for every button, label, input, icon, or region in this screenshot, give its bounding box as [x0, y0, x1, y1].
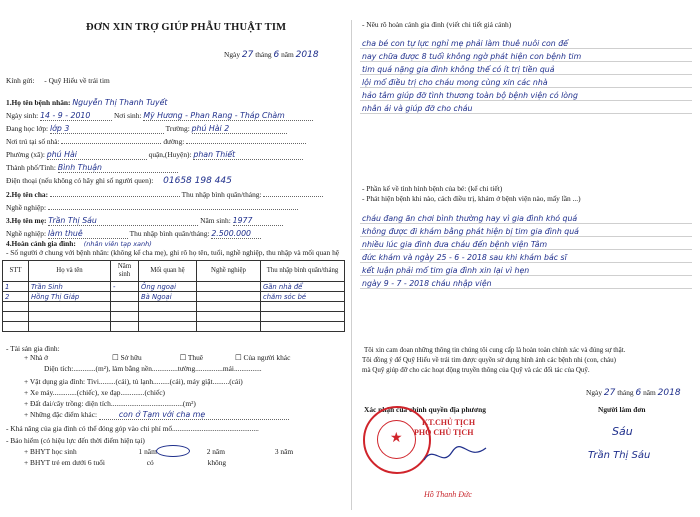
header-income: Thu nhập bình quân/tháng: [261, 261, 345, 282]
medical-history-line: ngày 9 - 7 - 2018 cháu nhập viện: [362, 279, 492, 288]
housing-row: + Nhà ở ☐ Sở hữu ☐ Thuê ☐ Của người khác: [24, 353, 291, 362]
table-header-row: [3, 261, 345, 282]
contribution-row: - Khả năng của gia đình có thể đóng góp vào chi phí mổ...............................................: [6, 424, 259, 433]
signature-date: Ngày 27 tháng 6 năm 2018: [586, 388, 681, 398]
official-name: Hồ Thanh Đức: [424, 490, 472, 499]
form-title: ĐƠN XIN TRỢ GIÚP PHẪU THUẬT TIM: [86, 22, 287, 33]
table-row: [3, 302, 345, 312]
medical-history-line: không được đi khám bằng phát hiện bị tim gia đình quá: [362, 227, 579, 236]
patient-name-row: 1.Họ tên bệnh nhân: Nguyễn Thị Thanh Tuyết: [6, 98, 232, 107]
dob-row: Ngày sinh: 14 - 9 - 2010 Nơi sinh: Mỹ Hương - Phan Rang - Tháp Chàm: [6, 111, 313, 121]
selected-option-circle: [156, 445, 190, 457]
household-members-table: [2, 260, 345, 332]
header-job: Nghề nghiệp: [197, 261, 261, 282]
ward-row: Phường (xã): phú Hài quận,(Huyện): phan Thiết: [6, 150, 303, 160]
mother-job-row: Nghề nghiệp: làm thuê Thu nhập bình quân/tháng: 2.500.000: [6, 229, 261, 239]
medical-history-line: cháu đang ăn chơi bình thường hay vì gia đình khó quá: [362, 214, 578, 223]
family-situation-line: hảo tâm giúp đỡ tình thương toàn bộ bệnh viện có lòng: [362, 91, 578, 100]
medical-history-line: đức khám và ngày 25 - 6 - 2018 sau khi khám bác sĩ: [362, 253, 567, 262]
form-date: Ngày 27 tháng 6 năm 2018: [224, 50, 319, 60]
address-row: Nơi trú tại số nhà: đường:: [6, 137, 306, 146]
header-birth-year: Năm sinh: [111, 261, 139, 282]
table-row: [3, 312, 345, 322]
medical-history-line: kết luận phải mổ tim gia đình xin lại vì hẹn: [362, 266, 530, 275]
insurance-child-row: + BHYT trẻ em dưới 6 tuổi có không: [24, 458, 227, 467]
medical-history-sub: - Phát hiện bệnh khi nào, cách điều trị, khám ở bệnh viện nào, mấy lần ...): [362, 194, 581, 203]
grade-row: Đang học lớp: lớp 3 Trường: phú Hài 2: [6, 124, 287, 134]
official-seal: ★: [363, 406, 431, 474]
city-row: Thành phố/Tỉnh: Bình Thuận: [6, 163, 178, 173]
patient-name-value: Nguyễn Thị Thanh Tuyết: [72, 98, 168, 107]
father-job-row: Nghề nghiệp:: [6, 203, 298, 212]
table-row: [3, 322, 345, 332]
table-row: 2 Hồng Thị Giáp Bà Ngoại chăm sóc bé: [3, 292, 345, 302]
commitment-line-2: Tôi đồng ý để Quỹ Hiểu về trái tim được quyền sử dụng hình ảnh các bệnh nhi (con, cháu): [362, 356, 616, 364]
medical-history-line: nhiều lúc gia đình đưa cháu đến bệnh viện Tâm: [362, 240, 548, 249]
official-signature-mark: [420, 440, 490, 470]
family-situation-line: cha bé con tự lực nghỉ mẹ phải làm thuê nuôi con để: [362, 39, 568, 48]
phone-row: Điện thoại (nếu không có hãy ghi số người quen): 01658 198 445: [6, 176, 263, 186]
header-stt: STT: [3, 261, 29, 282]
assets-title: - Tài sản gia đình:: [6, 344, 60, 353]
recipient-line: Kính gửi: - Quỹ Hiểu về trái tim: [6, 76, 110, 85]
medical-history-label: - Phần kể về tình hình bệnh của bé: (kể chi tiết): [362, 184, 503, 193]
section-4-description: - Số người ở chung với bệnh nhân: (không kể cha mẹ), ghi rõ họ tên, tuổi, nghề nghiệp, thu nhập và mối quan hệ: [6, 248, 340, 257]
table-row: 1 Trần Sinh - Ông ngoại Gần nhà để: [3, 282, 345, 292]
seal-title-2: PHÓ CHỦ TỊCH: [414, 428, 474, 437]
authority-confirmation-label: Xác nhận của chính quyền địa phương: [364, 405, 486, 414]
special-row: + Những đặc điểm khác: con ở Tạm với cha mẹ: [24, 410, 289, 420]
phone-value: 01658 198 445: [163, 176, 232, 186]
header-relation: Mối quan hệ: [139, 261, 197, 282]
applicant-label: Người làm đơn: [598, 405, 646, 414]
family-situation-line: lội mổ điều trị cho cháu mong cùng xin các nhà: [362, 78, 548, 87]
section-4-title-row: 4.Hoàn cảnh gia đình: (nhân viên tạp xanh): [6, 239, 152, 248]
column-divider: [351, 20, 352, 510]
commitment-line-3: mà Quỹ giúp đỡ cho các hoạt động truyền thông của Quỹ và các đối tác của Quỹ.: [362, 366, 590, 374]
insurance-student-row: + BHYT học sinh 1 năm 2 năm 3 năm: [24, 447, 294, 456]
family-situation-line: nhân ái và giúp đỡ cho cháu: [362, 104, 473, 113]
father-row: 2.Họ tên cha: Thu nhập bình quân/tháng:: [6, 190, 323, 199]
insurance-title: - Bảo hiểm (có hiệu lực đến thời điểm hiện tại): [6, 436, 145, 445]
vehicles-row: + Xe máy.............(chiếc), xe đạp.............(chiếc): [24, 388, 165, 397]
applicant-name: Trần Thị Sáu: [588, 450, 651, 461]
header-name: Họ và tên: [29, 261, 111, 282]
valuables-row: + Vật dụng gia đình: Tivi.........(cái), tủ lạnh.........(cái), máy giặt.........(cái): [24, 377, 243, 386]
area-row: Diện tích:............(m²), làm bằng nền..............tường...............mái...............: [44, 364, 262, 373]
applicant-signature: Sáu: [612, 425, 633, 438]
land-row: + Đất đai/cây trồng: diện tích.......................................(m²): [24, 399, 196, 408]
commitment-line-1: Tôi xin cam đoan những thông tin chúng tôi cung cấp là hoàn toàn chính xác và đúng sự thật.: [364, 346, 626, 354]
mother-row: 3.Họ tên mẹ: Trần Thị Sáu Năm sinh: 1977: [6, 216, 283, 226]
seal-title-1: KT.CHỦ TỊCH: [422, 418, 476, 427]
family-situation-line: nay chữa được 8 tuổi không ngờ phát hiện con bệnh tim: [362, 52, 582, 61]
family-situation-label: - Nêu rõ hoàn cảnh gia đình (viết chi tiết giá cảnh): [362, 20, 512, 29]
family-situation-line: tim quá nặng gia đình không thể có ít trị tiền quả: [362, 65, 555, 74]
